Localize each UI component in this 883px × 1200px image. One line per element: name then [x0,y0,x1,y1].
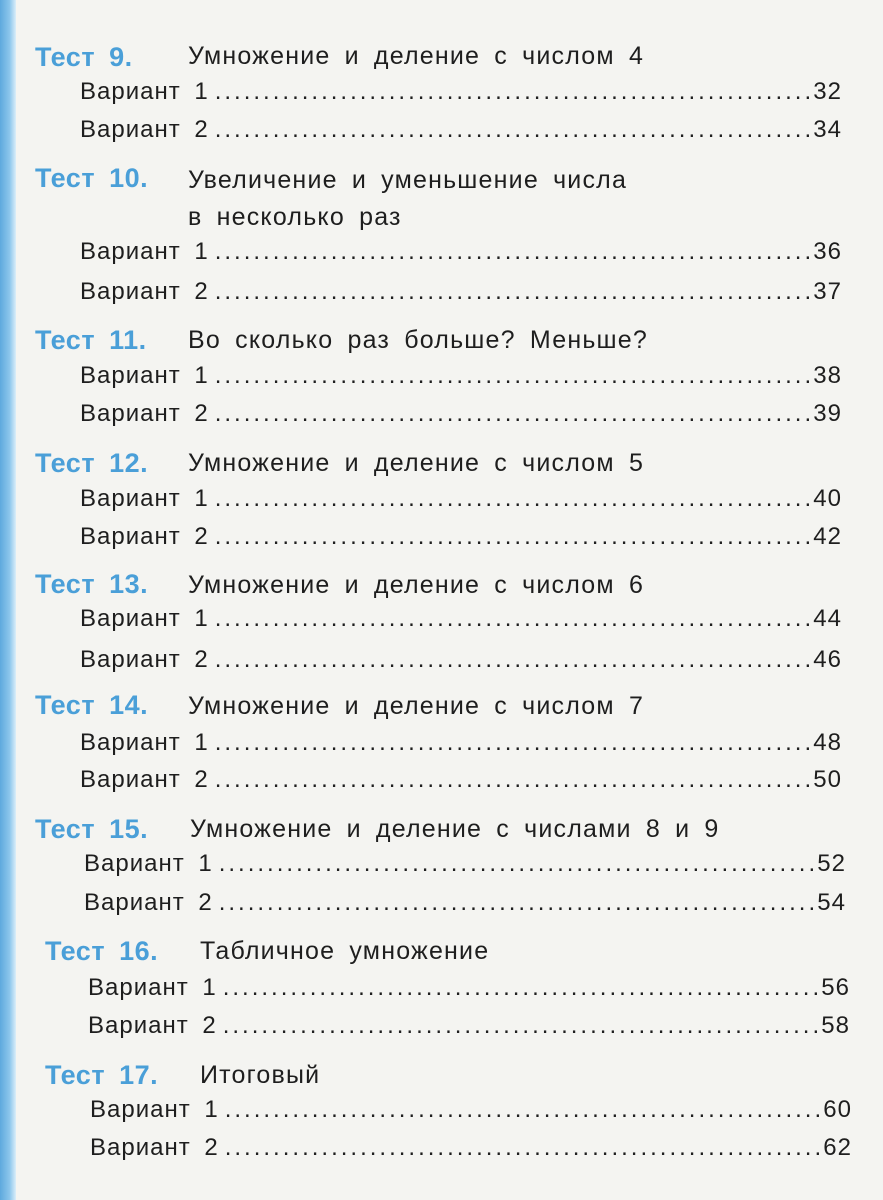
test-prefix: Тест [35,325,96,355]
dot-leader [215,729,812,757]
toc-variant-row[interactable] [80,238,842,274]
test-number: 13. [109,569,149,599]
toc-variant-row[interactable] [80,729,842,765]
page-number: 58 [821,1012,850,1039]
variant-label: Вариант 2 [84,889,213,916]
toc-variant-row[interactable] [80,400,842,436]
test-label [35,448,148,479]
toc-variant-row[interactable] [80,362,842,398]
variant-label: Вариант 2 [88,1012,217,1039]
test-number: 10. [109,163,149,193]
dot-leader [223,1012,820,1040]
test-title: Умножение и деление с числами 8 и 9 [190,815,720,843]
dot-leader [225,1134,822,1162]
variant-label: Вариант 2 [80,766,209,793]
test-prefix: Тест [35,690,96,720]
test-prefix: Тест [45,1060,106,1090]
page-number: 56 [821,974,850,1001]
test-prefix: Тест [35,163,96,193]
test-title: Итоговый [200,1061,321,1089]
variant-label: Вариант 1 [84,850,213,877]
dot-leader [219,850,816,878]
page-number: 46 [813,646,842,673]
test-number: 14. [109,690,149,720]
dot-leader [225,1096,822,1124]
toc-variant-row[interactable] [80,646,842,682]
dot-leader [215,116,812,144]
test-title: Во сколько раз больше? Меньше? [188,326,649,354]
page-number: 48 [813,729,842,756]
toc-variant-row[interactable] [84,889,846,925]
page-number: 37 [813,278,842,305]
test-label [35,569,148,600]
test-number: 17. [119,1060,159,1090]
page-number: 40 [813,485,842,512]
toc-variant-row[interactable] [80,485,842,521]
test-title: Увеличение и уменьшение числа [188,166,628,194]
test-title: Умножение и деление с числом 7 [188,692,645,720]
variant-label: Вариант 1 [80,238,209,265]
toc-variant-row[interactable] [80,766,842,802]
page-number: 38 [813,362,842,389]
dot-leader [215,238,812,266]
toc-variant-row[interactable] [80,78,842,114]
dot-leader [215,766,812,794]
variant-label: Вариант 1 [80,605,209,632]
test-prefix: Тест [35,814,96,844]
toc-variant-row[interactable] [80,605,842,641]
test-title: Умножение и деление с числом 4 [188,42,645,70]
dot-leader [215,400,812,428]
page-number: 34 [813,116,842,143]
test-prefix: Тест [35,42,96,72]
page-number: 54 [817,889,846,916]
test-label [45,1060,158,1091]
test-title-continued: в несколько раз [188,203,402,231]
test-label [35,690,148,721]
test-title: Умножение и деление с числом 6 [188,571,645,599]
page-number: 32 [813,78,842,105]
page-number: 60 [823,1096,852,1123]
test-prefix: Тест [35,569,96,599]
page-number: 62 [823,1134,852,1161]
test-title: Умножение и деление с числом 5 [188,449,645,477]
test-label [35,814,148,845]
test-number: 9. [109,42,133,72]
dot-leader [223,974,820,1002]
test-label [45,936,158,967]
toc-variant-row[interactable] [80,116,842,152]
toc-variant-row[interactable] [80,523,842,559]
dot-leader [215,362,812,390]
page-number: 44 [813,605,842,632]
page-number: 36 [813,238,842,265]
dot-leader [215,605,812,633]
test-number: 15. [109,814,149,844]
page-number: 52 [817,850,846,877]
test-title: Табличное умножение [200,937,490,965]
test-prefix: Тест [45,936,106,966]
toc-variant-row[interactable] [90,1096,852,1132]
page-number: 42 [813,523,842,550]
dot-leader [215,278,812,306]
variant-label: Вариант 1 [80,729,209,756]
dot-leader [215,523,812,551]
test-number: 11. [109,325,147,355]
toc-variant-row[interactable] [88,974,850,1010]
toc-variant-row[interactable] [88,1012,850,1048]
variant-label: Вариант 1 [80,78,209,105]
variant-label: Вариант 1 [90,1096,219,1123]
test-number: 12. [109,448,149,478]
test-number: 16. [119,936,159,966]
variant-label: Вариант 2 [80,646,209,673]
dot-leader [219,889,816,917]
toc-variant-row[interactable] [84,850,846,886]
variant-label: Вариант 1 [80,485,209,512]
variant-label: Вариант 2 [80,400,209,427]
test-label [35,163,148,194]
dot-leader [215,646,812,674]
dot-leader [215,78,812,106]
page-number: 50 [813,766,842,793]
variant-label: Вариант 2 [90,1134,219,1161]
dot-leader [215,485,812,513]
test-label [35,325,147,356]
toc-variant-row[interactable] [90,1134,852,1170]
variant-label: Вариант 2 [80,523,209,550]
variant-label: Вариант 2 [80,116,209,143]
test-label [35,42,133,73]
toc-variant-row[interactable] [80,278,842,314]
variant-label: Вариант 2 [80,278,209,305]
page-number: 39 [813,400,842,427]
variant-label: Вариант 1 [88,974,217,1001]
test-prefix: Тест [35,448,96,478]
variant-label: Вариант 1 [80,362,209,389]
